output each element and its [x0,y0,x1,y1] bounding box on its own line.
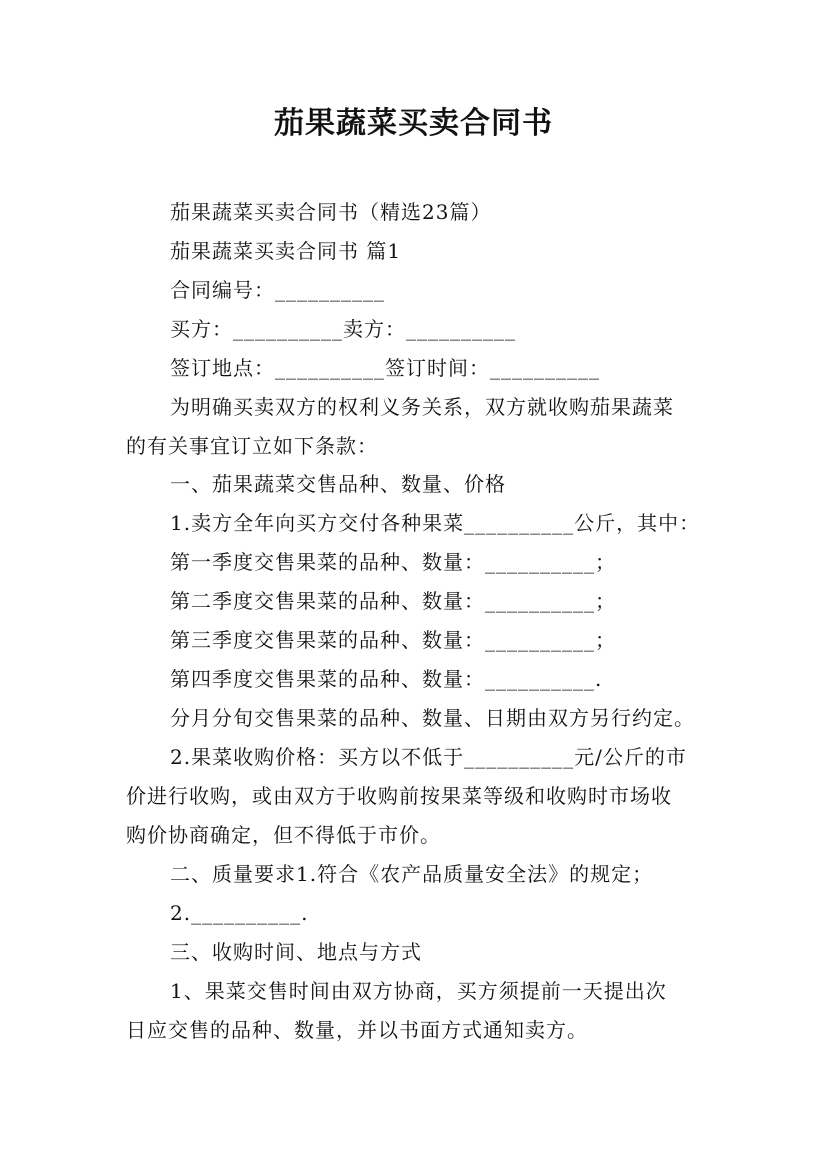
contract-number-line: 合同编号：__________ [170,278,385,302]
paragraph-line: 价进行收购，或由双方于收购前按果菜等级和收购时市场收 [126,784,672,808]
paragraph-line: 日应交售的品种、数量，并以书面方式通知卖方。 [126,1018,588,1042]
paragraph-line: 第二季度交售果菜的品种、数量：__________； [170,589,616,613]
parties-line: 买方：__________卖方：__________ [170,317,516,341]
paragraph-line: 购价协商确定，但不得低于市价。 [126,823,441,847]
paragraph-line: 第四季度交售果菜的品种、数量：__________. [170,667,603,691]
clause-heading-line: 二、质量要求1.符合《农产品质量安全法》的规定； [170,862,654,886]
paragraph-line: 2.__________. [170,901,309,925]
clause-heading-line: 三、收购时间、地点与方式 [170,940,422,964]
subtitle-line: 茄果蔬菜买卖合同书（精选23篇） [170,200,492,224]
paragraph-line: 1.卖方全年向买方交付各种果菜__________公斤，其中： [170,511,701,535]
clause-heading-line: 一、茄果蔬菜交售品种、数量、价格 [170,472,506,496]
paragraph-line: 1、果菜交售时间由双方协商，买方须提前一天提出次 [170,979,667,1003]
paragraph-line: 的有关事宜订立如下条款： [126,434,378,458]
paragraph-line: 为明确买卖双方的权利义务关系，双方就收购茄果蔬菜 [170,395,674,419]
section-heading-line: 茄果蔬菜买卖合同书 篇1 [170,239,402,263]
paragraph-line: 第一季度交售果菜的品种、数量：__________； [170,550,616,574]
paragraph-line: 分月分旬交售果菜的品种、数量、日期由双方另行约定。 [170,706,695,730]
paragraph-line: 第三季度交售果菜的品种、数量：__________； [170,628,616,652]
paragraph-line: 2.果菜收购价格：买方以不低于__________元/公斤的市 [170,745,687,769]
signing-info-line: 签订地点：__________签订时间：__________ [170,356,600,380]
document-title: 茄果蔬菜买卖合同书 [274,106,553,141]
